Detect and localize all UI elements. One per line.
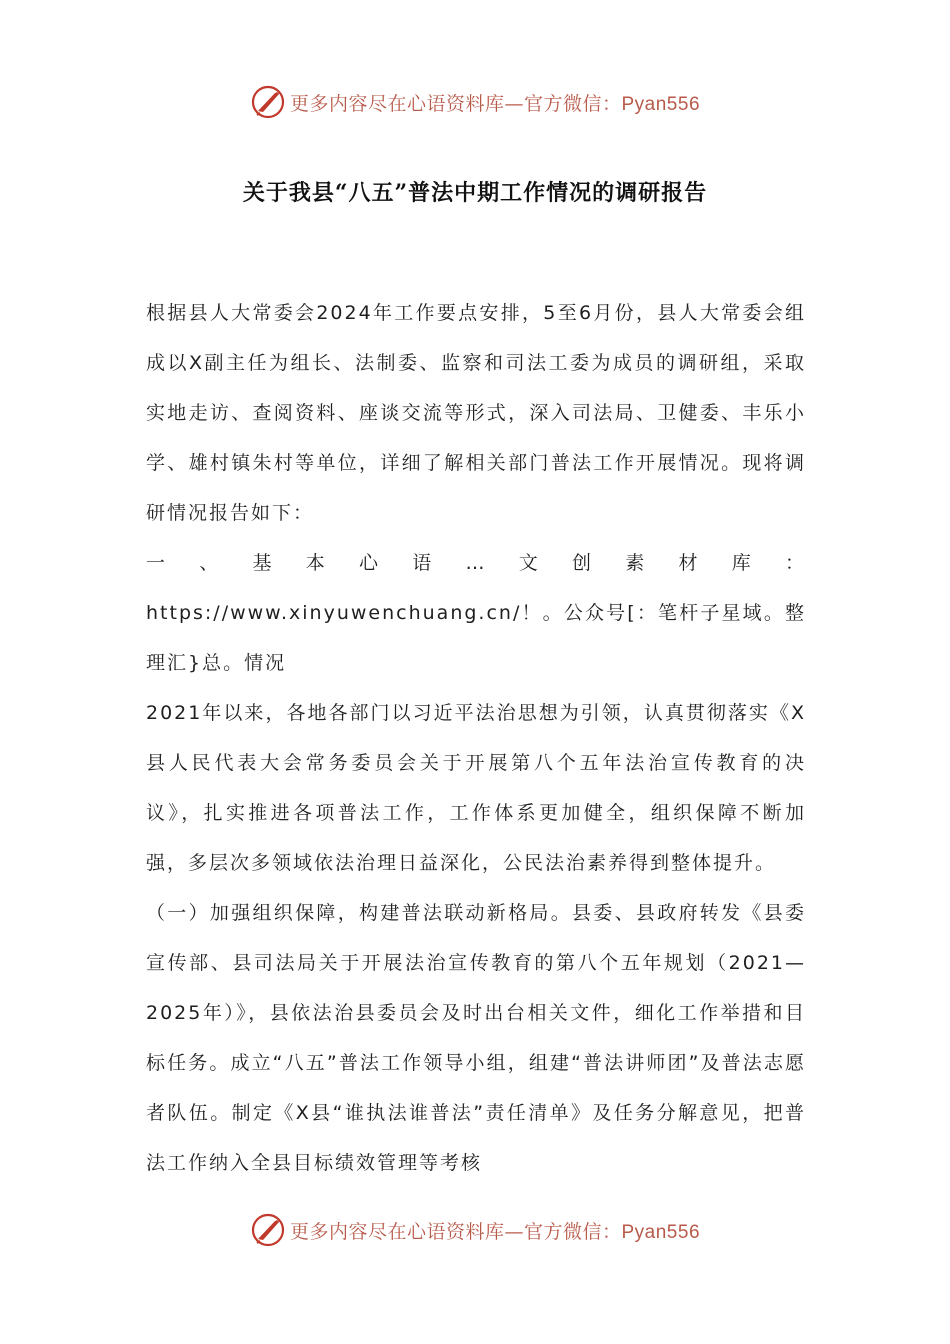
watermark-id: Pyan556 — [621, 1221, 701, 1243]
document-body — [146, 288, 806, 1188]
quill-logo-icon — [250, 84, 286, 120]
paragraph-intro: 根据县人大常委会2024年工作要点安排，5至6月份，县人大常委会组成以X副主任为组长、法制委、监察和司法工委为成员的调研组，采取实地走访、查阅资料、座谈交流等形式，深入司法局、卫健委、丰乐小学、雄村镇朱村等单位，详细了解相关部门普法工作开展情况。现将调研情况报告如下： — [146, 302, 806, 524]
quill-logo-icon — [250, 1212, 286, 1248]
document-title: 关于我县“八五”普法中期工作情况的调研报告 — [242, 180, 708, 206]
watermark-id: Pyan556 — [621, 93, 701, 115]
paragraph-section-heading: 一、基本心语…文创素材库：https://www.xinyuwenchuang.cn/！。公众号[：笔杆子星域。整理汇}总。情况 — [146, 552, 806, 674]
watermark-banner-bottom — [0, 1210, 950, 1250]
watermark-banner-top — [0, 82, 950, 122]
paragraph-overview: 2021年以来，各地各部门以习近平法治思想为引领，认真贯彻落实《X县人民代表大会常务委员会关于开展第八个五年法治宣传教育的决议》，扎实推进各项普法工作，工作体系更加健全，组织保障不断加强，多层次多领域依法治理日益深化，公民法治素养得到整体提升。 — [146, 702, 806, 874]
watermark-text: 更多内容尽在心语资料库—官方微信：Pyan556 — [289, 1220, 701, 1243]
paragraph-subsection-1: （一）加强组织保障，构建普法联动新格局。县委、县政府转发《县委宣传部、县司法局关于开展法治宣传教育的第八个五年规划（2021—2025年）》，县依法治县委员会及时出台相关文件，细化工作举措和目标任务。成立“八五”普法工作领导小组，组建“普法讲师团”及普法志愿者队伍。制定《X县“谁执法谁普法”责任清单》及任务分解意见，把普法工作纳入全县目标绩效管理等考核 — [146, 902, 806, 1174]
watermark-text: 更多内容尽在心语资料库—官方微信：Pyan556 — [289, 92, 701, 115]
